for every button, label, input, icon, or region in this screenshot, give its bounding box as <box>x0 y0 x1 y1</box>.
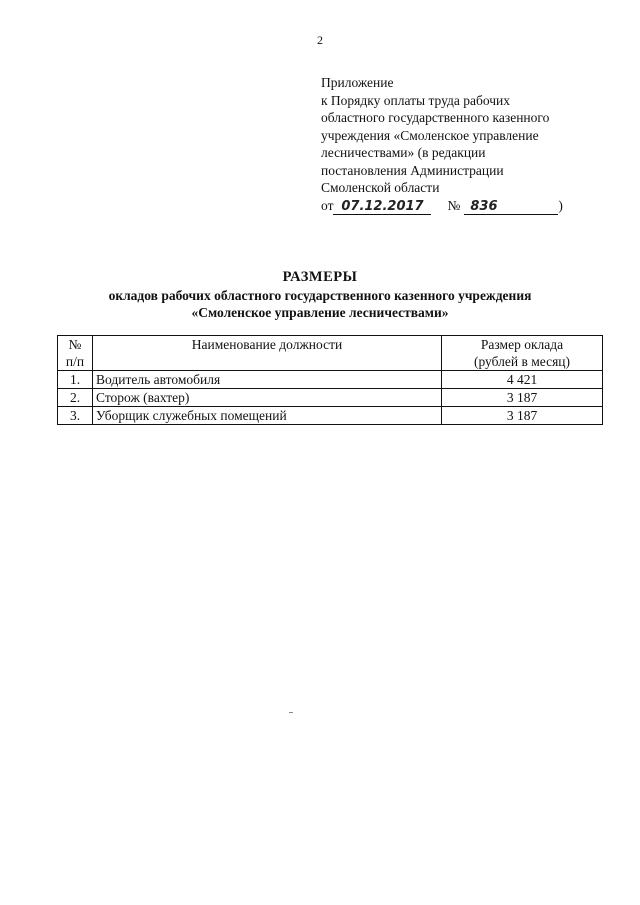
row-salary: 3 187 <box>442 407 603 425</box>
row-position: Водитель автомобиля <box>93 371 442 389</box>
handwritten-number: 836 <box>464 199 558 215</box>
appendix-line: к Порядку оплаты труда рабочих <box>321 92 510 108</box>
row-salary: 4 421 <box>442 371 603 389</box>
handwritten-date: 07.12.2017 <box>333 199 431 215</box>
appendix-header <box>321 74 611 215</box>
header-position-name: Наименование должности <box>93 336 442 371</box>
appendix-line: Смоленской области <box>321 180 440 195</box>
header-num: № п/п <box>58 336 93 371</box>
title-sub-line: окладов рабочих областного государственного казенного учреждения <box>108 288 532 303</box>
row-position: Уборщик служебных помещений <box>93 407 442 425</box>
appendix-line: областного государственного казенного <box>321 110 550 125</box>
from-label: от <box>321 197 334 213</box>
row-position: Сторож (вахтер) <box>93 389 442 407</box>
title-sub-line: «Смоленское управление лесничествами» <box>191 305 449 320</box>
appendix-line: Приложение <box>321 75 394 90</box>
page-number: 2 <box>317 33 323 47</box>
table-row <box>58 389 603 407</box>
row-num: 3. <box>58 407 93 425</box>
salary-table <box>57 335 603 425</box>
decree-date-number-line <box>321 197 611 215</box>
row-num: 2. <box>58 389 93 407</box>
header-salary: Размер оклада (рублей в месяц) <box>442 336 603 371</box>
closing-paren: ) <box>558 197 563 213</box>
appendix-line: лесничествами» (в редакции <box>321 145 486 160</box>
scan-speck <box>289 712 293 713</box>
row-salary: 3 187 <box>442 389 603 407</box>
row-num: 1. <box>58 371 93 389</box>
appendix-line: учреждения «Смоленское управление <box>321 127 539 143</box>
title-main: РАЗМЕРЫ <box>282 269 358 285</box>
appendix-line: постановления Администрации <box>321 162 504 178</box>
number-label: № <box>447 197 461 213</box>
table-header-row <box>58 336 603 371</box>
document-title <box>0 268 640 321</box>
table-row <box>58 407 603 425</box>
table-row <box>58 371 603 389</box>
